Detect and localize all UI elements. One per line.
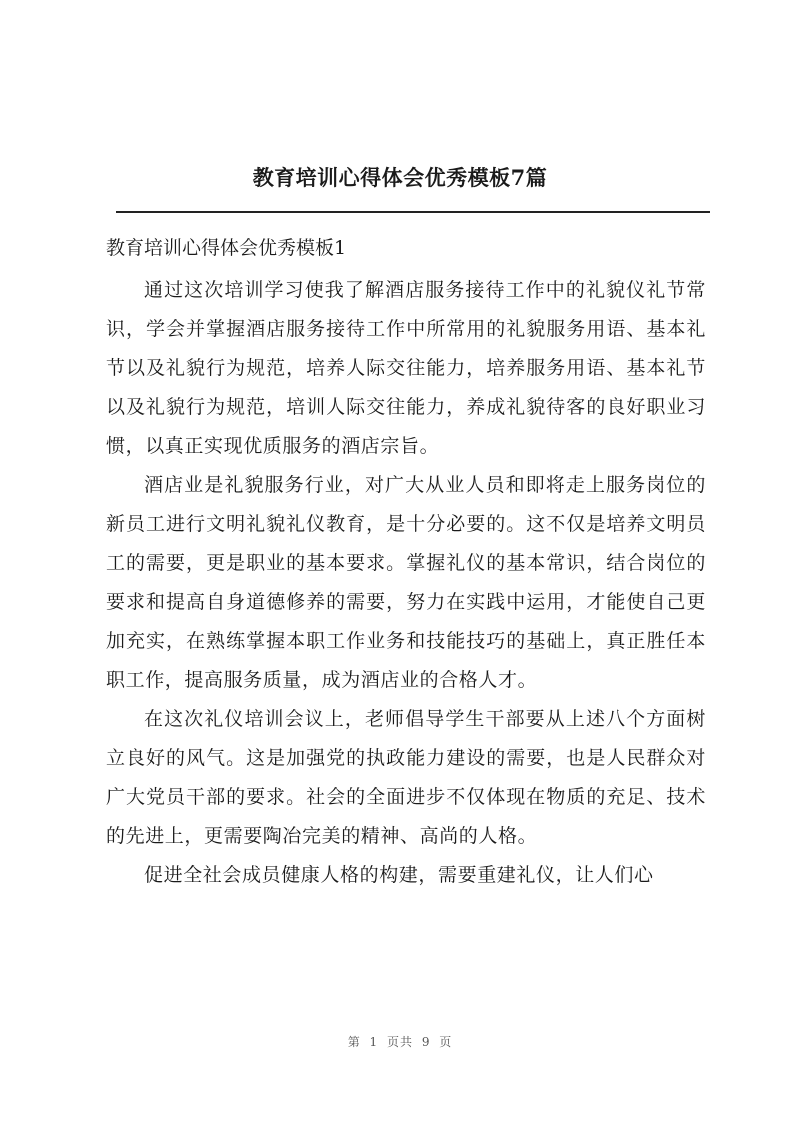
section-heading: 教育培训心得体会优秀模板1 — [106, 237, 347, 259]
paragraph: 通过这次培训学习使我了解酒店服务接待工作中的礼貌仪礼节常识，学会并掌握酒店服务接待工作中所常用的礼貌服务用语、基本礼节以及礼貌行为规范，培养人际交往能力，培养服务用语、基本礼节以及礼貌行为规范，培训人际交往能力，养成礼貌待客的良好职业习惯，以真正实现优质服务的酒店宗旨。 — [106, 279, 706, 457]
document-body — [106, 271, 706, 895]
paragraph: 促进全社会成员健康人格的构建，需要重建礼仪，让人们心 — [144, 864, 654, 886]
title-divider — [116, 211, 710, 213]
page-number-footer: 第 1 页共 9 页 — [347, 1035, 453, 1049]
paragraph: 酒店业是礼貌服务行业，对广大从业人员和即将走上服务岗位的新员工进行文明礼貌礼仪教育，是十分必要的。这不仅是培养文明员工的需要，更是职业的基本要求。掌握礼仪的基本常识，结合岗位的要求和提高自身道德修养的需要，努力在实践中运用，才能使自己更加充实，在熟练掌握本职工作业务和技能技巧的基础上，真正胜任本职工作，提高服务质量，成为酒店业的合格人才。 — [106, 474, 706, 691]
document-title: 教育培训心得体会优秀模板7篇 — [252, 165, 548, 190]
paragraph: 在这次礼仪培训会议上，老师倡导学生干部要从上述八个方面树立良好的风气。这是加强党的执政能力建设的需要，也是人民群众对广大党员干部的要求。社会的全面进步不仅体现在物质的充足、技术的先进上，更需要陶冶完美的精神、高尚的人格。 — [106, 708, 706, 847]
